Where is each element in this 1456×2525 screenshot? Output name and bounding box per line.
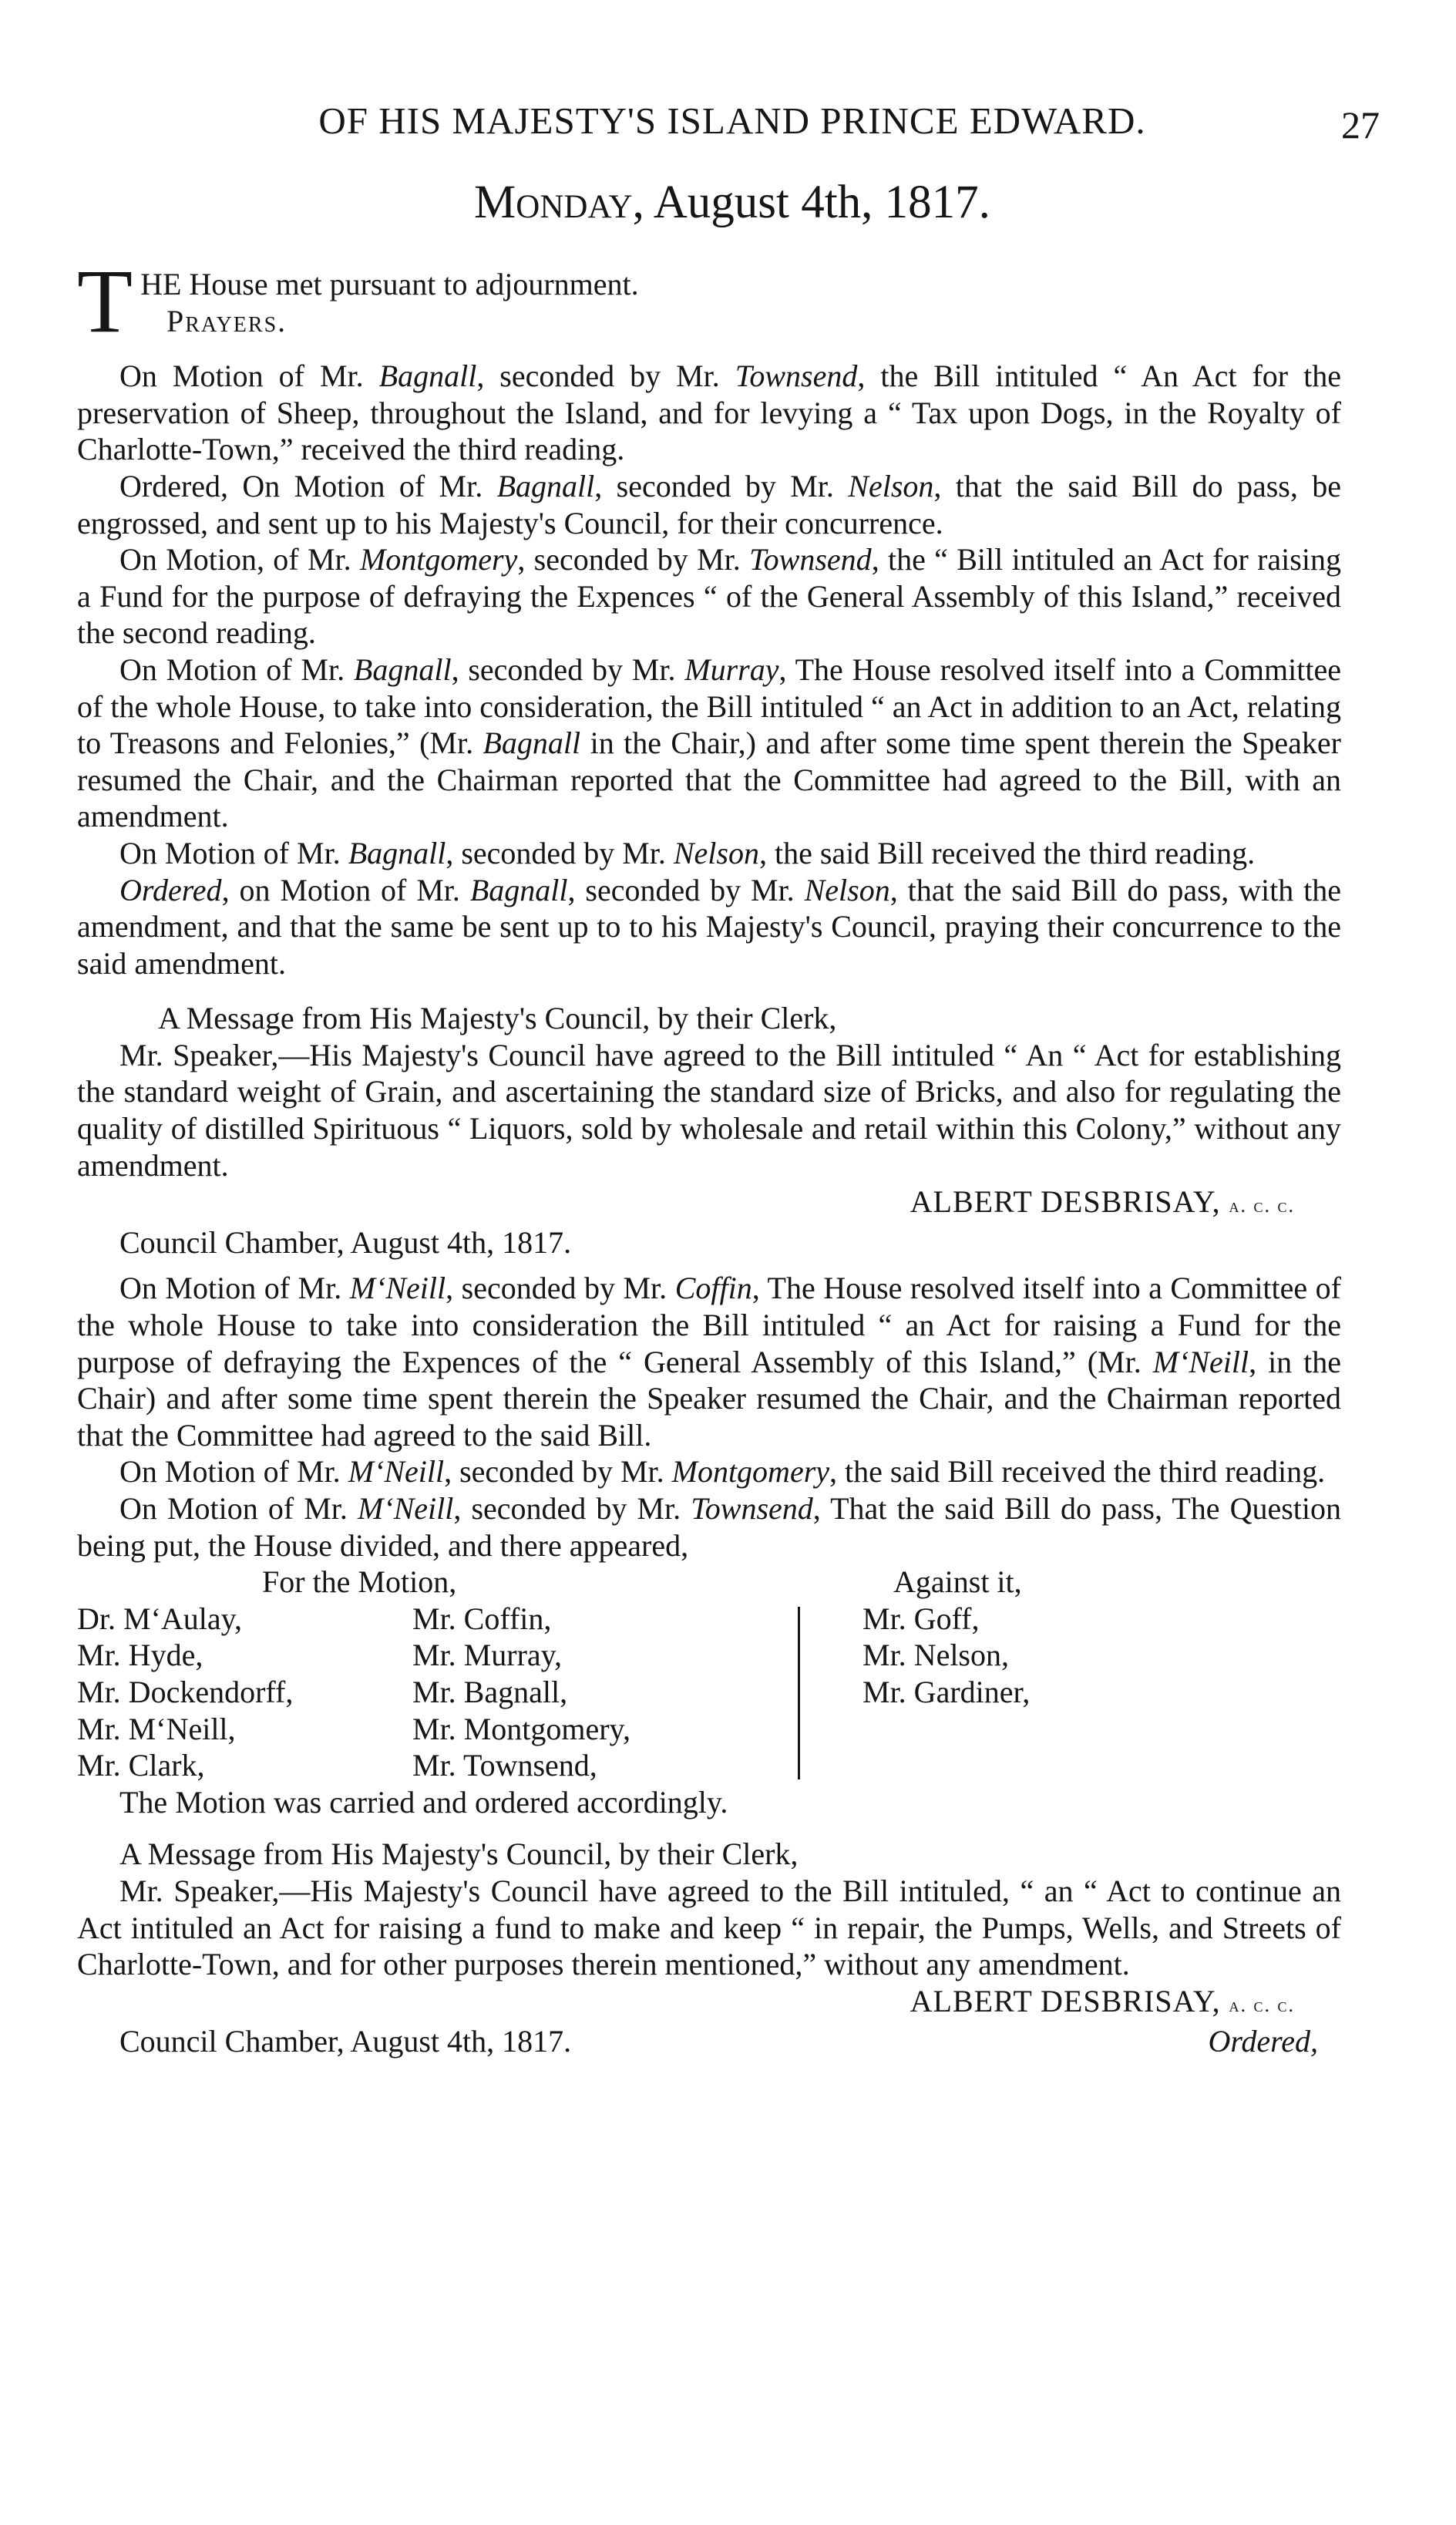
p4-text-a: On Motion of Mr. bbox=[119, 651, 354, 687]
p2-text-a: Ordered, On Motion of Mr. bbox=[119, 468, 497, 503]
p10-text-a: On Motion of Mr. bbox=[119, 1454, 348, 1490]
for-column-1 bbox=[77, 1601, 393, 1784]
p5-text-c: , the said Bill received the third reading. bbox=[759, 835, 1256, 870]
prayers-heading: Prayers. bbox=[166, 303, 288, 338]
council-chamber-dateline-2: Council Chamber, August 4th, 1817. bbox=[119, 2024, 572, 2059]
p5-text-b: , seconded by Mr. bbox=[446, 835, 674, 870]
p4-text-b: , seconded by Mr. bbox=[451, 651, 685, 687]
council-message-2-intro: A Message from His Majesty's Council, by their Clerk, bbox=[119, 1837, 799, 1872]
p1-text-c: , the Bill intituled “ An Act for the preservation of Sheep, throughout the Island, and for levying a “ Tax upon Dogs, in the Royalty of Charlotte-Town,” received the third reading. bbox=[77, 359, 1341, 467]
p3-text-c: , the “ Bill intituled an Act for raising a Fund for the purpose of defraying the Expences “ of the General Assembly of this Island,” received the second reading. bbox=[77, 542, 1341, 651]
p11-text-b: , seconded by Mr. bbox=[453, 1491, 691, 1526]
voter-against: Mr. Gardiner, bbox=[863, 1674, 1031, 1709]
p9-mover: M‘Neill bbox=[349, 1271, 446, 1306]
p4-chairman: Bagnall bbox=[483, 726, 581, 761]
p2-seconder: Nelson bbox=[848, 468, 934, 503]
p11-seconder: Townsend bbox=[691, 1491, 813, 1526]
p2-text-b: , seconded by Mr. bbox=[594, 468, 849, 503]
p5-mover: Bagnall bbox=[348, 835, 446, 870]
p1-seconder: Townsend bbox=[735, 359, 858, 394]
motion-paragraph-fund-bill bbox=[77, 541, 1341, 651]
p10-text-c: , the said Bill received the third reading. bbox=[829, 1454, 1326, 1490]
p10-mover: M‘Neill bbox=[348, 1454, 445, 1490]
p6-mover: Bagnall bbox=[469, 872, 568, 907]
session-date bbox=[416, 176, 1048, 230]
p9-text-a: On Motion of Mr. bbox=[119, 1271, 350, 1306]
p9-text-b: , seconded by Mr. bbox=[446, 1271, 675, 1306]
p1-text-a: On Motion of Mr. bbox=[119, 359, 379, 394]
motion-paragraph-fund-committee bbox=[77, 1270, 1341, 1453]
division-list bbox=[77, 1564, 1341, 1784]
clerk-signature-2 bbox=[77, 1983, 1341, 2024]
voter-for: Mr. Murray, bbox=[412, 1638, 563, 1673]
voter-for: Dr. M‘Aulay, bbox=[77, 1601, 243, 1636]
against-column bbox=[801, 1601, 1232, 1784]
ordered-paragraph-sheep-bill bbox=[77, 468, 1341, 541]
division-result: The Motion was carried and ordered accordingly. bbox=[119, 1784, 728, 1820]
voter-for: Mr. Montgomery, bbox=[412, 1711, 630, 1746]
p11-mover: M‘Neill bbox=[357, 1491, 454, 1526]
running-title: OF HIS MAJESTY'S ISLAND PRINCE EDWARD. bbox=[318, 99, 1146, 142]
p6-text-b: , seconded by Mr. bbox=[567, 872, 805, 907]
opening-text: HE House met pursuant to adjournment. bbox=[140, 267, 639, 301]
p11-text-c: , That the said Bill do pass, The Question being put, the House divided, and there appeared, bbox=[77, 1491, 1342, 1563]
division-divider bbox=[798, 1607, 800, 1779]
p9-text-d: , in the Chair) and after some time spent therein the Speaker resumed the Chair, and the Chairman reported that the Committee had agreed to the said Bill. bbox=[77, 1344, 1342, 1453]
p10-seconder: Montgomery bbox=[671, 1454, 830, 1490]
voter-for: Mr. Hyde, bbox=[77, 1638, 203, 1673]
council-message-intro: A Message from His Majesty's Council, by their Clerk, bbox=[158, 1001, 837, 1036]
against-heading: Against it, bbox=[893, 1564, 1022, 1600]
journal-body bbox=[77, 251, 1342, 2060]
motion-paragraph-treasons-reading bbox=[77, 835, 1341, 872]
motion-paragraph-fund-pass bbox=[77, 1490, 1341, 1564]
p3-mover: Montgomery bbox=[359, 542, 518, 577]
p4-text-c: , The House resolved itself into a Committee of the whole House, to take into consideration, the Bill intituled “ an Act in addition to an Act, relating to Treasons and Felonies,” (Mr. bbox=[77, 651, 1341, 761]
session-day: Monday, bbox=[474, 177, 644, 228]
clerk-signature bbox=[77, 1183, 1341, 1224]
p9-chairman: M‘Neill bbox=[1152, 1344, 1249, 1379]
for-heading: For the Motion, bbox=[262, 1564, 457, 1600]
p2-mover: Bagnall bbox=[496, 468, 595, 503]
p1-mover: Bagnall bbox=[378, 359, 477, 394]
voter-for: Mr. Bagnall, bbox=[412, 1674, 568, 1709]
p9-seconder: Coffin bbox=[674, 1271, 752, 1306]
p4-seconder: Murray bbox=[684, 651, 779, 687]
p3-text-a: On Motion, of Mr. bbox=[119, 542, 360, 577]
p2-text-c: , that the said Bill do pass, be engrossed, and sent up to his Majesty's Council, for their concurrence. bbox=[77, 468, 1341, 540]
council-message-body: Mr. Speaker,—His Majesty's Council have agreed to the Bill intituled “ An “ Act for establishing the standard weight of Grain, and ascertaining the standard size of Bricks, and also for regulating the quality of distilled Spirituous “ Liquors, sold by wholesale and retail within this Colony,” without any amendment. bbox=[77, 1037, 1341, 1183]
voter-against: Mr. Nelson, bbox=[863, 1638, 1009, 1673]
motion-paragraph-fund-reading bbox=[77, 1453, 1341, 1490]
clerk-name-2: ALBERT DESBRISAY, bbox=[910, 1983, 1221, 2018]
for-column-2 bbox=[393, 1601, 798, 1784]
p5-text-a: On Motion of Mr. bbox=[119, 835, 348, 870]
catchword: Ordered, bbox=[1208, 2024, 1318, 2059]
clerk-name: ALBERT DESBRISAY, bbox=[910, 1184, 1221, 1220]
motion-paragraph-sheep-bill bbox=[77, 358, 1341, 468]
p5-seconder: Nelson bbox=[673, 835, 759, 870]
p3-seconder: Townsend bbox=[749, 542, 872, 577]
voter-for: Mr. Townsend, bbox=[412, 1748, 597, 1783]
clerk-title: a. c. c. bbox=[1229, 1194, 1295, 1217]
page-number: 27 bbox=[1341, 103, 1380, 146]
council-chamber-dateline: Council Chamber, August 4th, 1817. bbox=[119, 1224, 572, 1260]
voter-for: Mr. Coffin, bbox=[412, 1601, 552, 1636]
p3-text-b: , seconded by Mr. bbox=[517, 542, 750, 577]
p1-text-b: , seconded by Mr. bbox=[476, 359, 735, 394]
motion-paragraph-treasons-committee bbox=[77, 651, 1341, 835]
voter-for: Mr. M‘Neill, bbox=[77, 1711, 236, 1746]
session-date-rest: August 4th, 1817. bbox=[644, 177, 990, 228]
p6-text-a: , on Motion of Mr. bbox=[221, 872, 470, 907]
council-message-2-body: Mr. Speaker,—His Majesty's Council have agreed to the Bill intituled, “ an “ Act to continue an Act intituled an Act for raising a fund to make and keep “ in repair, the Pumps, Wells, and Streets of Charlotte-Town, and for other purposes therein mentioned,” without any amendment. bbox=[77, 1873, 1341, 1982]
voter-for: Mr. Clark, bbox=[77, 1748, 205, 1783]
p10-text-b: , seconded by Mr. bbox=[444, 1454, 672, 1490]
opening-paragraph bbox=[77, 251, 1341, 352]
clerk-title-2: a. c. c. bbox=[1229, 1993, 1295, 2016]
voter-against: Mr. Goff, bbox=[863, 1601, 980, 1636]
p9-text-c: , The House resolved itself into a Committee of the whole House to take into consideration the Bill intituled “ an Act for raising a Fund for the purpose of defraying the Expences of the “ General Assembly of this Island,” (Mr. bbox=[77, 1271, 1341, 1379]
voter-for: Mr. Dockendorff, bbox=[77, 1674, 294, 1709]
p4-text-d: in the Chair,) and after some time spent therein the Speaker resumed the Chair, and the Chairman reported that the Committee had agreed to the Bill, with an amendment. bbox=[77, 726, 1341, 834]
p6-text-c: , that the said Bill do pass, with the amendment, and that the same be sent up to to his Majesty's Council, praying their concurrence to the said amendment. bbox=[77, 872, 1342, 981]
closing-line bbox=[77, 2023, 1341, 2060]
p6-lead: Ordered bbox=[119, 872, 222, 907]
p11-text-a: On Motion of Mr. bbox=[119, 1491, 358, 1526]
p4-mover: Bagnall bbox=[353, 651, 452, 687]
p6-seconder: Nelson bbox=[804, 872, 890, 907]
ordered-paragraph-treasons bbox=[77, 872, 1341, 982]
drop-cap: T bbox=[77, 251, 133, 352]
